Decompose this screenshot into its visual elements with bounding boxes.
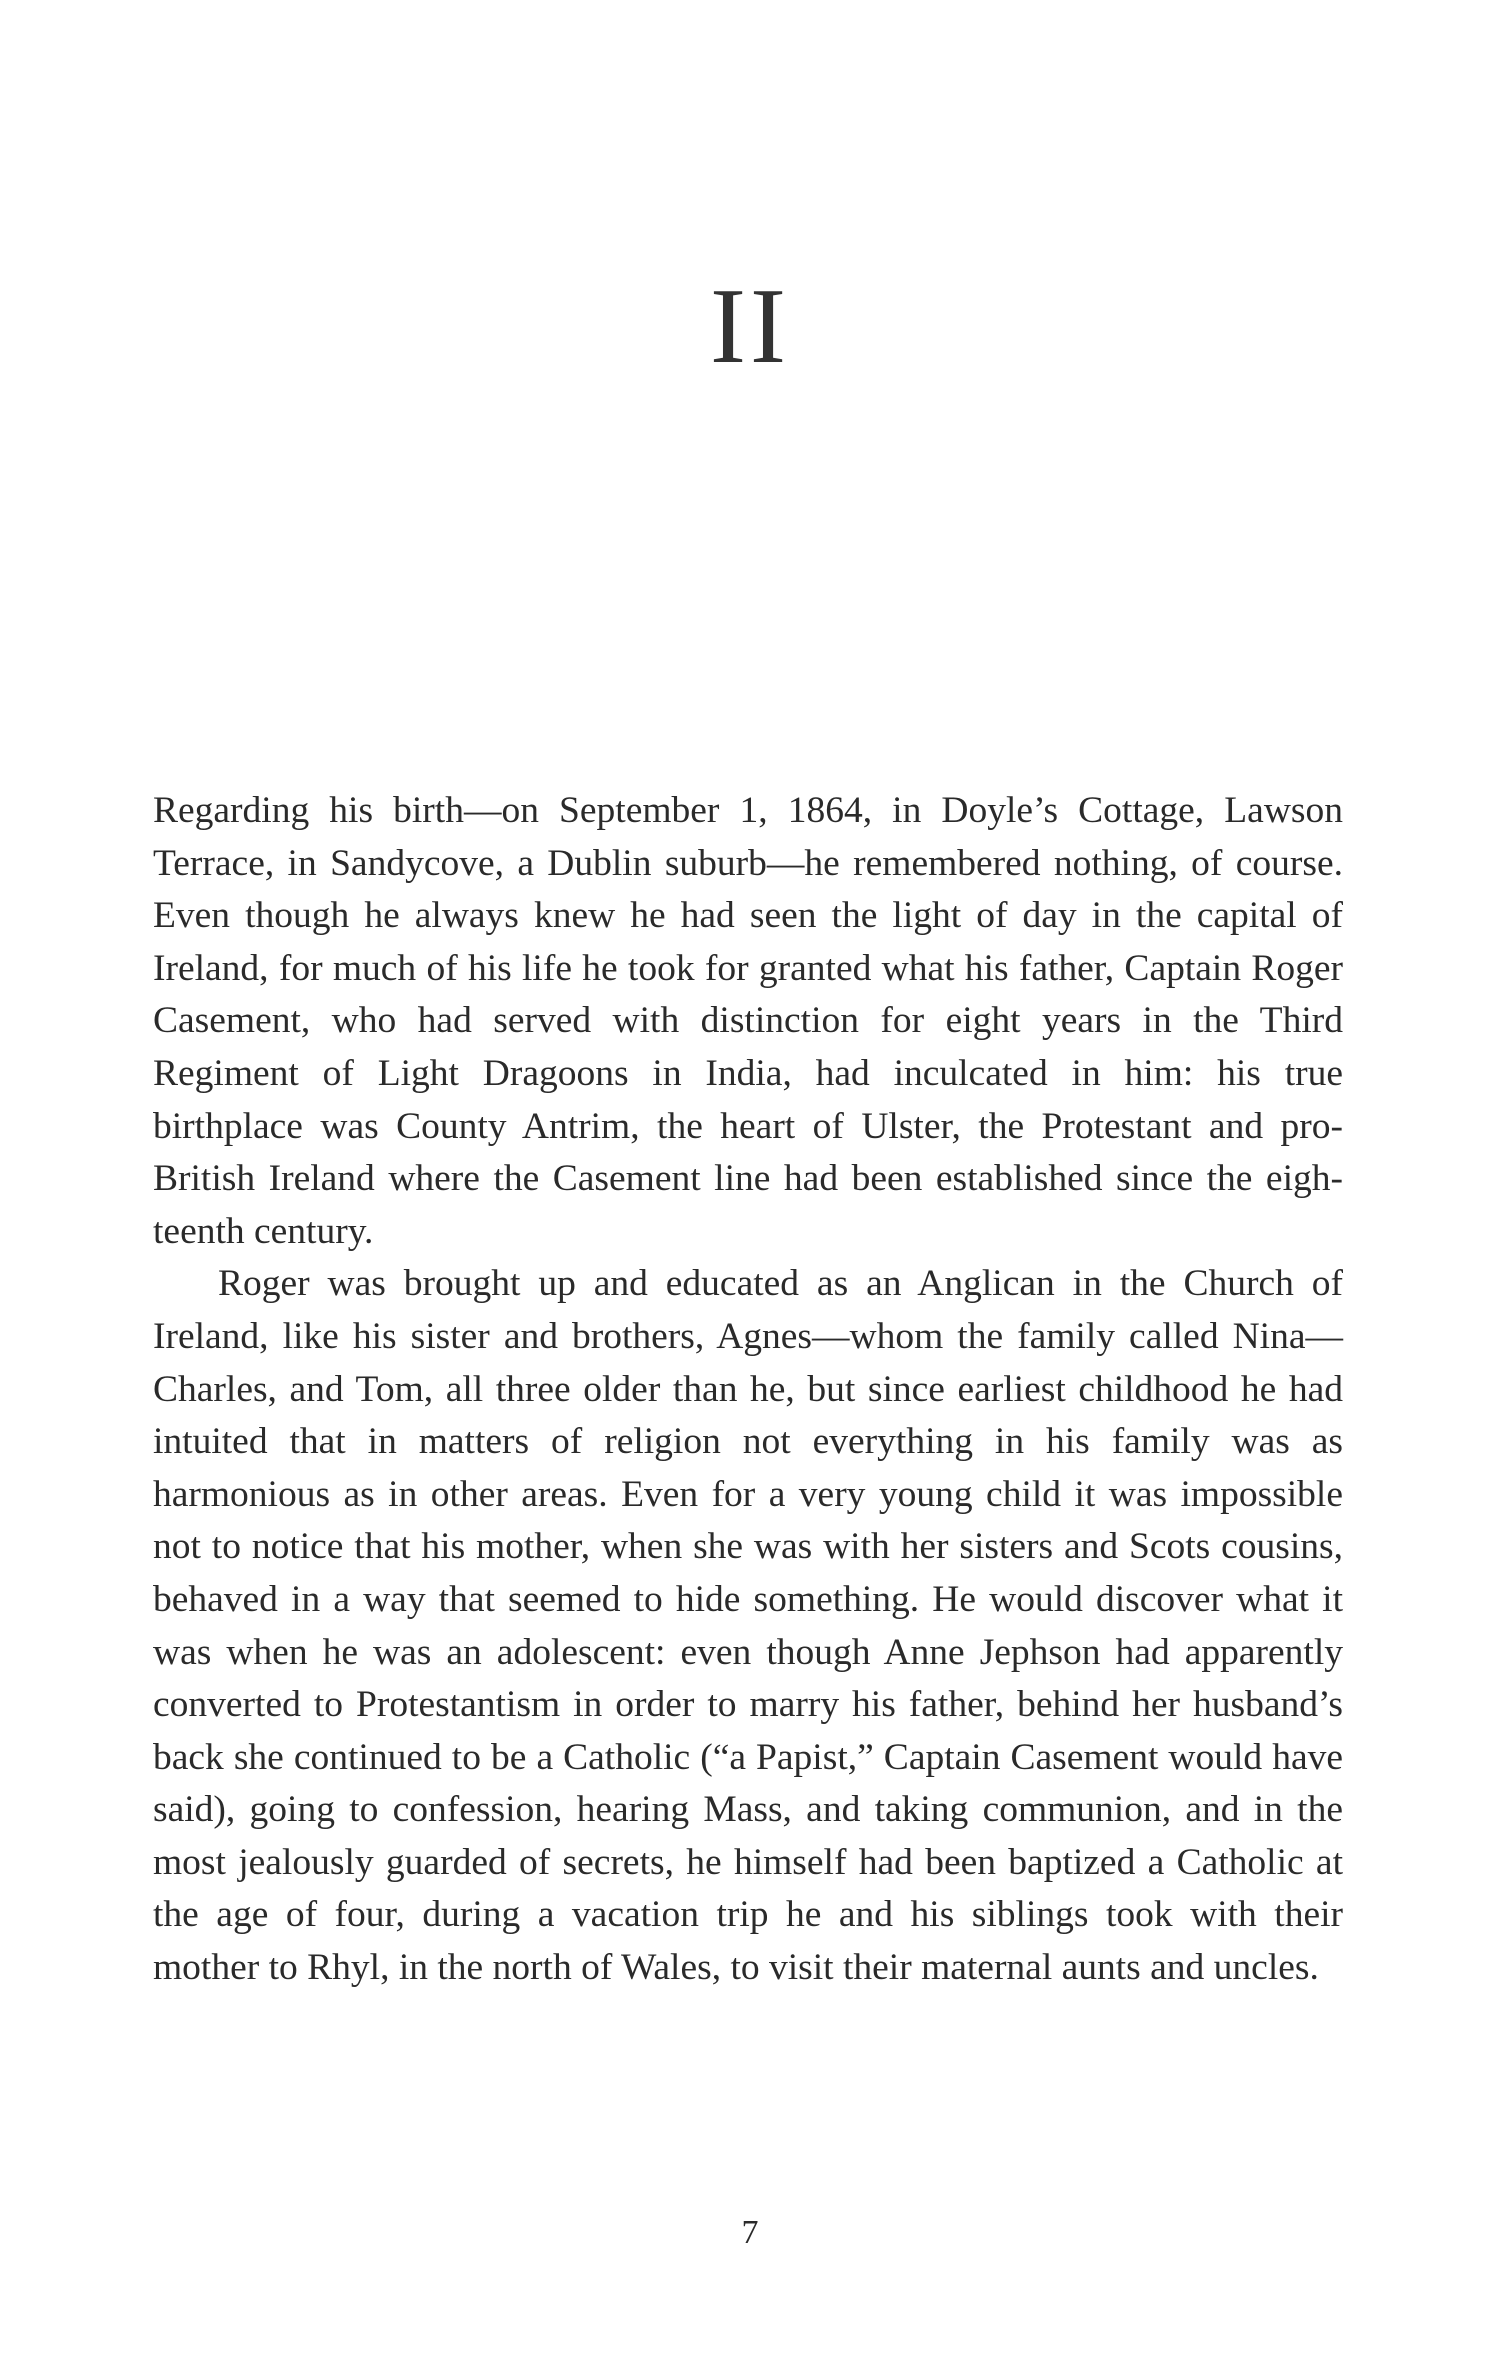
paragraph: Roger was brought up and educated as an Anglican in the Church of Ireland, like his sister and brothers, Agnes—whom the family called Nina—Charles, and Tom, all three older than he, but since earliest childhood he had intuited that in matters of religion not everything in his family was as harmonious as in other areas. Even for a very young child it was impossible not to notice that his mother, when she was with her sisters and Scots cousins, behaved in a way that seemed to hide something. He would discover what it was when he was an adolescent: even though Anne Jephson had apparently converted to Protestantism in order to marry his father, behind her husband’s back she continued to be a Catholic (“a Papist,” Captain Casement would have said), going to confession, hearing Mass, and taking communion, and in the most jealously guarded of secrets, he himself had been baptized a Catholic at the age of four, during a vacation trip he and his siblings took with their mother to Rhyl, in the north of Wales, to visit their maternal aunts and uncles. — [153, 1263, 1343, 1989]
page-number: 7 — [741, 2214, 759, 2251]
paragraph: Regarding his birth—on September 1, 1864, in Doyle’s Cottage, Lawson Terrace, in Sandycove, a Dublin suburb—he remembered nothing, of course. Even though he always knew he had seen the light of day in the capital of Ireland, for much of his life he took for granted what his father, Captain Roger Casement, who had served with distinction for eight years in the Third Regiment of Light Dragoons in India, had inculcated in him: his true birthplace was County Antrim, the heart of Ulster, the Protestant and pro-British Ireland where the Casement line had been established since the eighteenth century. — [153, 790, 1343, 1252]
chapter-body — [153, 785, 1343, 1995]
chapter-number: II — [710, 267, 790, 386]
